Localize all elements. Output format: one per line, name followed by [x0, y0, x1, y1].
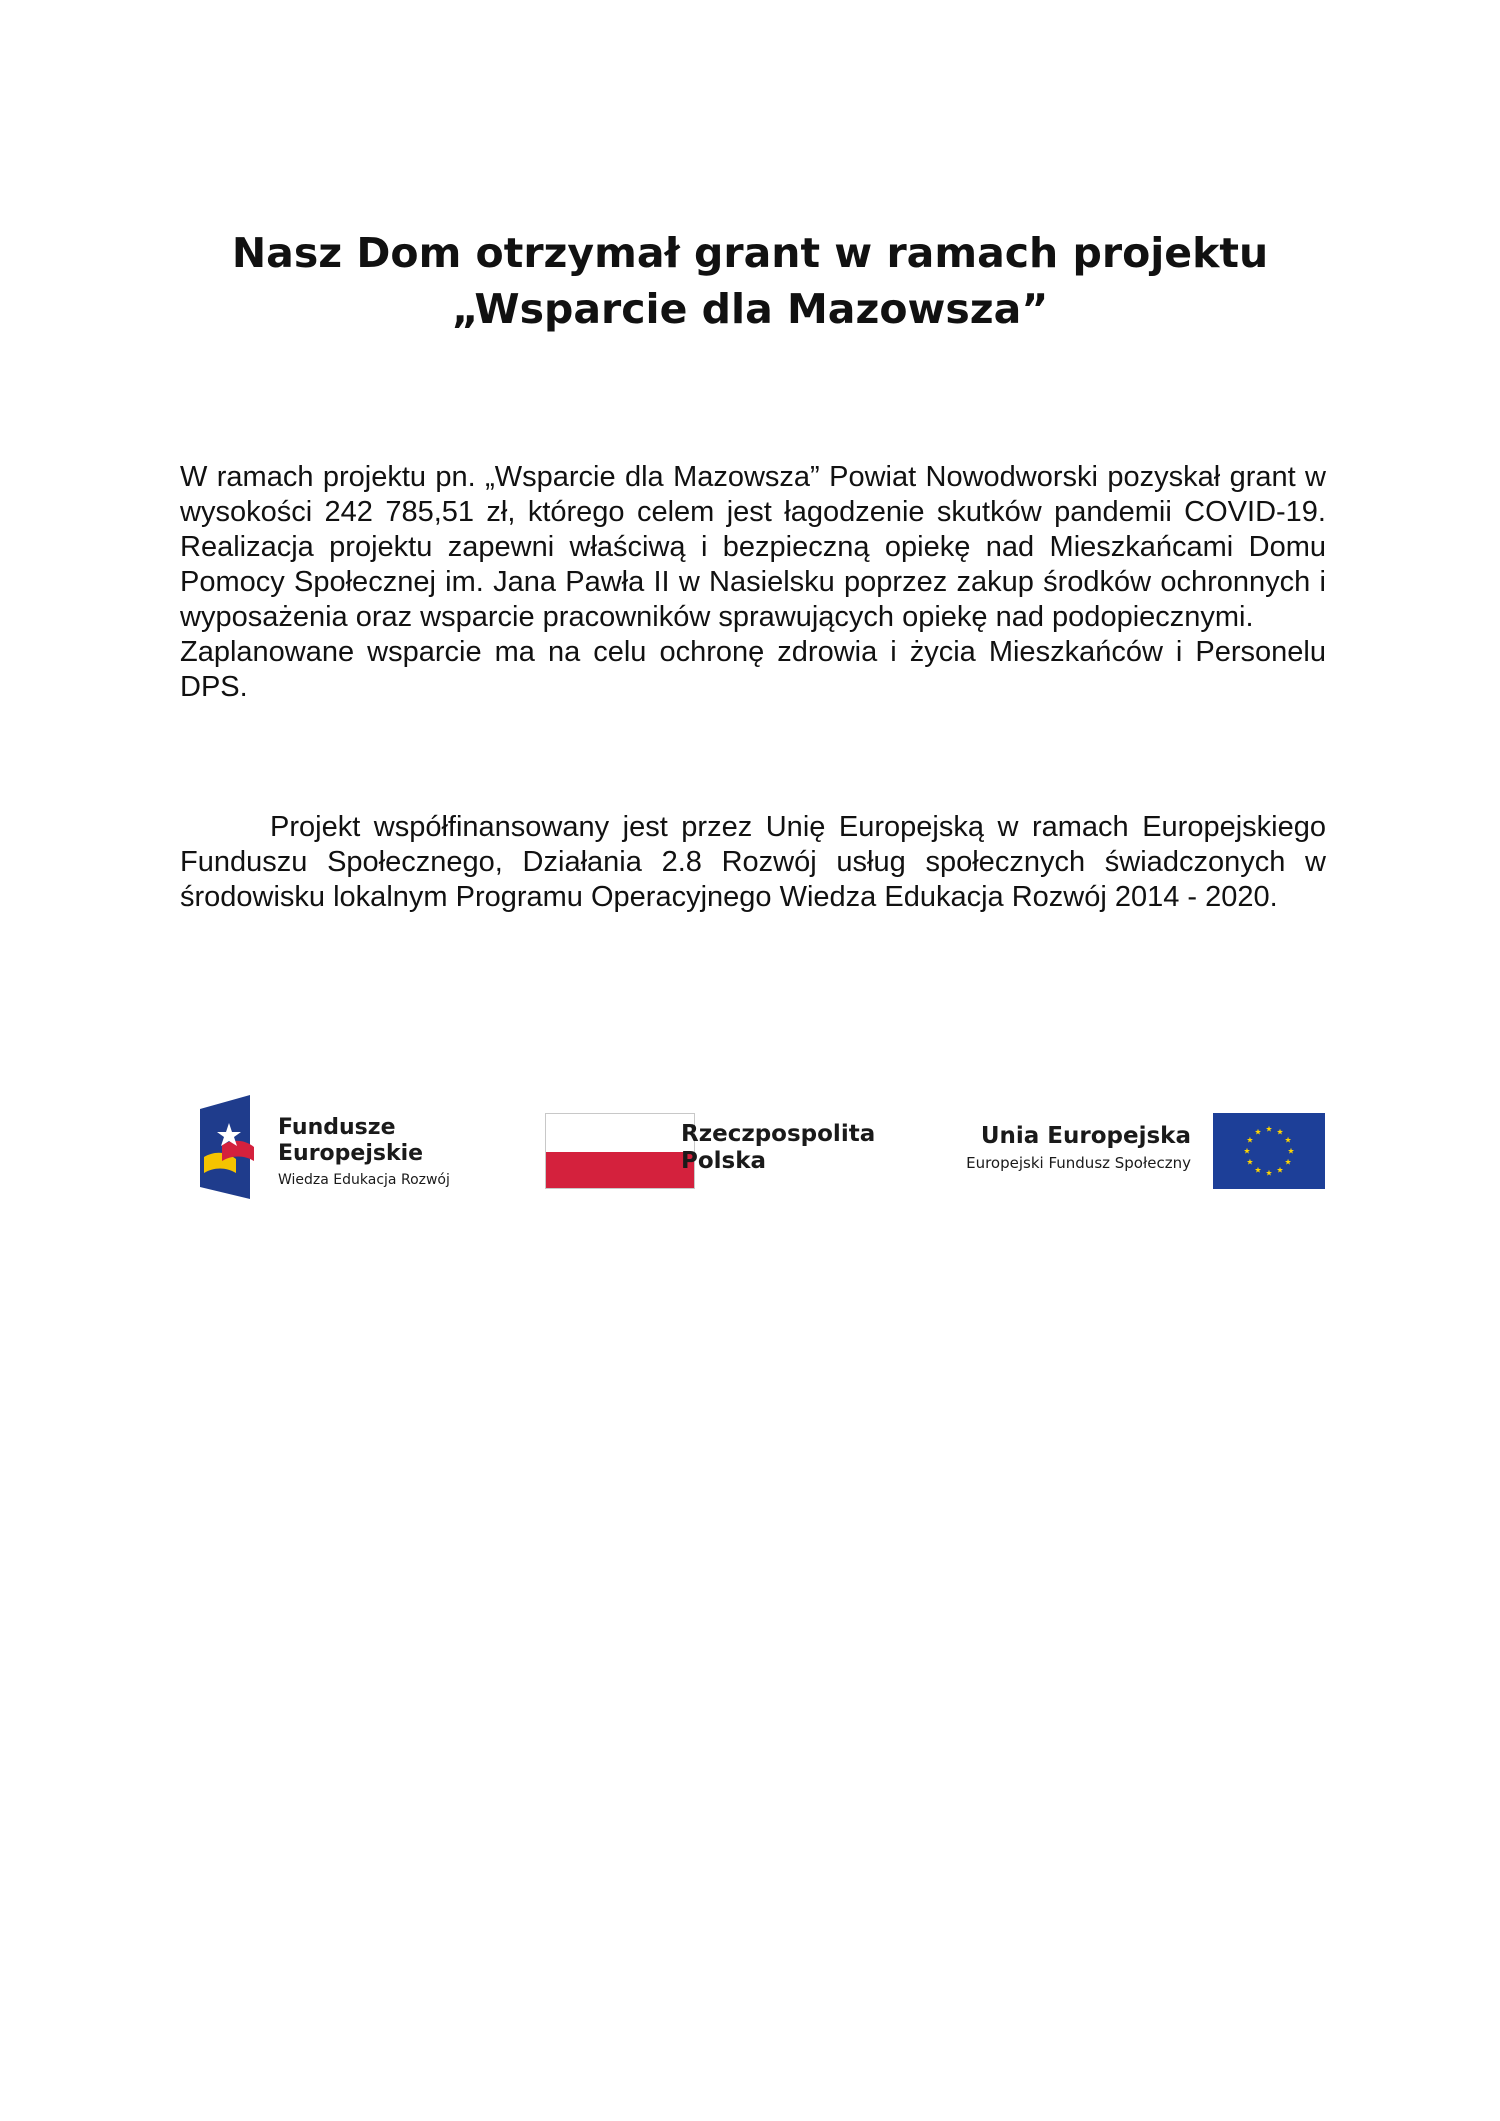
rp-line-2: Polska — [681, 1148, 767, 1174]
eu-flag-icon — [1213, 1113, 1325, 1189]
polish-flag-icon — [545, 1113, 695, 1189]
page-title-line-1: Nasz Dom otrzymał grant w ramach projektu — [231, 229, 1269, 277]
ue-line-2: Europejski Fundusz Społeczny — [966, 1154, 1191, 1172]
rp-line-1: Rzeczpospolita — [681, 1121, 876, 1147]
unia-europejska-text — [966, 1121, 1191, 1175]
project-description — [180, 460, 1326, 705]
page-title — [180, 225, 1320, 337]
rzeczpospolita-polska-text — [681, 1121, 901, 1175]
fundusze-europejskie-logo-icon — [200, 1095, 258, 1199]
page-title-line-2: „Wsparcie dla Mazowsza” — [451, 285, 1049, 333]
fe-line-2: Europejskie — [278, 1141, 424, 1166]
fundusze-europejskie-text — [278, 1115, 450, 1191]
rzeczpospolita-polska-logo — [545, 1113, 885, 1193]
fe-line-1: Fundusze — [278, 1115, 396, 1140]
cofinancing-statement — [180, 810, 1326, 915]
fundusze-europejskie-logo — [200, 1095, 500, 1200]
paragraph-grant: W ramach projektu pn. „Wsparcie dla Mazowsza” Powiat Nowodworski pozyskał grant w wysokości 242 785,51 zł, którego celem jest łagodzenie skutków pandemii COVID-19. Realizacja projektu zapewni właściwą i bezpieczną opiekę nad Mieszkańcami Domu Pomocy Społecznej im. Jana Pawła II w Nasielsku poprzez zakup środków ochronnych i wyposażenia oraz wsparcie pracowników sprawujących opiekę nad podopiecznymi. — [180, 461, 1326, 633]
logo-bar — [200, 1095, 1325, 1205]
unia-europejska-logo — [944, 1113, 1325, 1193]
ue-line-1: Unia Europejska — [980, 1123, 1191, 1149]
paragraph-cofinancing: Projekt współfinansowany jest przez Unię Europejską w ramach Europejskiego Funduszu Społecznego, Działania 2.8 Rozwój usług społecznych świadczonych w środowisku lokalnym Programu Operacyjnego Wiedza Edukacja Rozwój 2014 - 2020. — [180, 811, 1326, 913]
fe-line-3: Wiedza Edukacja Rozwój — [278, 1172, 450, 1188]
paragraph-goal: Zaplanowane wsparcie ma na celu ochronę zdrowia i życia Mieszkańców i Personelu DPS. — [180, 636, 1326, 703]
